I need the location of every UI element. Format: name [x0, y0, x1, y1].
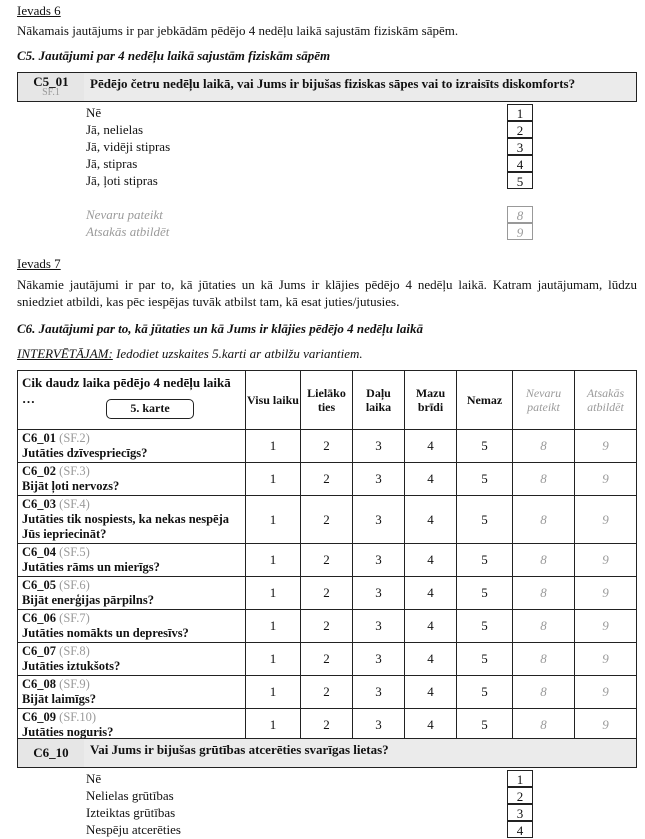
answer-cell[interactable]: 9 — [575, 610, 637, 643]
answer-option: Nē — [86, 771, 102, 786]
section-c6-title: C6. Jautājumi par to, kā jūtaties un kā Jums ir klājies pēdējo 4 nedēļu laikā — [17, 321, 423, 336]
answer-option: Jā, stipras — [86, 156, 138, 171]
section-c5-title: C5. Jautājumi par 4 nedēļu laikā sajustām fiziskām sāpēm — [17, 48, 331, 63]
row-sf-ref: (SF.6) — [59, 578, 90, 592]
row-sf-ref: (SF.2) — [59, 431, 90, 445]
row-sf-ref: (SF.5) — [59, 545, 90, 559]
answer-code-box[interactable]: 4 — [507, 821, 533, 838]
column-header: Daļu laika — [353, 371, 405, 430]
answer-cell[interactable]: 2 — [301, 676, 353, 709]
grid-row — [18, 430, 637, 463]
grid-row-label — [18, 577, 246, 610]
grid-row — [18, 643, 637, 676]
grid-row — [18, 544, 637, 577]
intro7-heading: Ievads 7 — [17, 256, 61, 271]
answer-cell[interactable]: 9 — [575, 463, 637, 496]
answer-cell[interactable]: 2 — [301, 463, 353, 496]
answer-cell[interactable]: 4 — [405, 544, 457, 577]
intro6-text: Nākamais jautājums ir par jebkādām pēdējo 4 nedēļu laikā sajustām fiziskām sāpēm. — [17, 23, 459, 38]
answer-cell[interactable]: 8 — [513, 643, 575, 676]
answer-cell[interactable]: 8 — [513, 463, 575, 496]
column-header: Mazu brīdi — [405, 371, 457, 430]
answer-code-box[interactable]: 3 — [507, 138, 533, 155]
answer-cell[interactable]: 8 — [513, 544, 575, 577]
question-sf-ref: SF.1 — [42, 87, 60, 98]
answer-code-box[interactable]: 1 — [507, 770, 533, 787]
answer-cell[interactable]: 5 — [457, 676, 513, 709]
answer-cell[interactable]: 4 — [405, 463, 457, 496]
question-text: Pēdējo četru nedēļu laikā, vai Jums ir bijušas fiziskas sāpes vai to izraisīts diskomforts? — [84, 73, 636, 101]
row-question-text: Bijāt ļoti nervozs? — [22, 479, 120, 493]
row-sf-ref: (SF.9) — [59, 677, 90, 691]
answer-cell[interactable]: 3 — [353, 676, 405, 709]
grid-row — [18, 610, 637, 643]
row-question-text: Bijāt enerģijas pārpilns? — [22, 593, 154, 607]
row-question-id: C6_06 — [22, 611, 57, 625]
answer-cell[interactable]: 2 — [301, 544, 353, 577]
answer-option-dont-know: Nevaru pateikt — [86, 207, 163, 222]
answer-cell[interactable]: 5 — [457, 430, 513, 463]
answer-cell[interactable]: 1 — [246, 709, 301, 742]
answer-option: Jā, vidēji stipras — [86, 139, 171, 154]
answer-cell[interactable]: 3 — [353, 709, 405, 742]
interviewer-note-label: INTERVĒTĀJAM: — [17, 346, 113, 361]
row-sf-ref: (SF.4) — [59, 497, 90, 511]
answer-cell[interactable]: 2 — [301, 577, 353, 610]
grid-row-label — [18, 463, 246, 496]
answer-option: Jā, ļoti stipras — [86, 173, 158, 188]
answer-cell[interactable]: 8 — [513, 676, 575, 709]
answer-cell[interactable]: 2 — [301, 430, 353, 463]
row-question-id: C6_02 — [22, 464, 57, 478]
answer-cell[interactable]: 1 — [246, 463, 301, 496]
answer-cell[interactable]: 1 — [246, 610, 301, 643]
row-question-id: C6_05 — [22, 578, 57, 592]
grid-row — [18, 709, 637, 742]
row-question-id: C6_03 — [22, 497, 57, 511]
answer-cell[interactable]: 3 — [353, 544, 405, 577]
answer-cell[interactable]: 5 — [457, 544, 513, 577]
row-sf-ref: (SF.3) — [59, 464, 90, 478]
answer-code-box[interactable]: 2 — [507, 121, 533, 138]
grid-row — [18, 577, 637, 610]
question-id-cell — [18, 73, 85, 101]
answer-cell[interactable]: 1 — [246, 430, 301, 463]
grid-row — [18, 463, 637, 496]
row-question-id: C6_09 — [22, 710, 57, 724]
question-id: C6_10 — [33, 745, 69, 760]
card-label: 5. karte — [106, 399, 194, 419]
answer-cell[interactable]: 4 — [405, 709, 457, 742]
grid-row — [18, 496, 637, 544]
answer-cell[interactable]: 3 — [353, 577, 405, 610]
grid-question-text: Cik daudz laika pēdējo 4 nedēļu laikā … — [22, 375, 231, 406]
row-question-id: C6_08 — [22, 677, 57, 691]
answer-cell[interactable]: 8 — [513, 496, 575, 544]
intro6-heading: Ievads 6 — [17, 3, 61, 18]
answer-cell[interactable]: 3 — [353, 430, 405, 463]
answer-option: Nē — [86, 105, 102, 120]
answer-code-box[interactable]: 4 — [507, 155, 533, 172]
answer-cell[interactable]: 3 — [353, 610, 405, 643]
row-question-text: Jutāties nomākts un depresīvs? — [22, 626, 189, 640]
grid-row — [18, 676, 637, 709]
intro7-text: Nākamie jautājumi ir par to, kā jūtaties un kā Jums ir klājies pēdējo 4 nedēļu laikā. Katram jautājumam, lūdzu sniedziet atbildi, kas pēc iespējas tuvāk atbilst tam, kā esat juties/jutusies. — [17, 277, 637, 309]
answer-code-box[interactable]: 8 — [507, 206, 533, 223]
row-question-id: C6_04 — [22, 545, 57, 559]
grid-row-label — [18, 610, 246, 643]
row-sf-ref: (SF.7) — [59, 611, 90, 625]
answer-cell[interactable]: 8 — [513, 430, 575, 463]
question-id-cell — [18, 739, 85, 767]
answer-cell[interactable]: 4 — [405, 430, 457, 463]
answer-cell[interactable]: 5 — [457, 610, 513, 643]
answer-cell[interactable]: 5 — [457, 496, 513, 544]
column-header: Atsakās atbildēt — [575, 371, 637, 430]
answer-cell[interactable]: 8 — [513, 709, 575, 742]
question-c6-10-box — [17, 738, 637, 768]
answer-option: Nelielas grūtības — [86, 788, 174, 803]
column-header: Visu laiku — [246, 371, 301, 430]
answer-code-box[interactable]: 9 — [507, 223, 533, 240]
answer-cell[interactable]: 3 — [353, 643, 405, 676]
answer-cell[interactable]: 4 — [405, 496, 457, 544]
answer-option: Izteiktas grūtības — [86, 805, 176, 820]
row-question-text: Bijāt laimīgs? — [22, 692, 96, 706]
answer-code-box[interactable]: 2 — [507, 787, 533, 804]
answer-cell[interactable]: 5 — [457, 577, 513, 610]
answer-cell[interactable]: 1 — [246, 496, 301, 544]
grid-row-label — [18, 430, 246, 463]
grid-row-label — [18, 544, 246, 577]
answer-cell[interactable]: 1 — [246, 577, 301, 610]
row-sf-ref: (SF.10) — [59, 710, 97, 724]
c6-grid-table — [17, 370, 637, 742]
answer-cell[interactable]: 9 — [575, 430, 637, 463]
interviewer-note-text: Iedodiet uzskaites 5.karti ar atbilžu variantiem. — [112, 346, 363, 361]
grid-row-label — [18, 709, 246, 742]
column-header: Lielāko ties — [301, 371, 353, 430]
answer-code-box[interactable]: 3 — [507, 804, 533, 821]
answer-cell[interactable]: 4 — [405, 577, 457, 610]
answer-cell[interactable]: 4 — [405, 676, 457, 709]
row-question-id: C6_01 — [22, 431, 57, 445]
question-id: C5_01 — [33, 74, 69, 89]
answer-cell[interactable]: 9 — [575, 496, 637, 544]
answer-cell[interactable]: 3 — [353, 463, 405, 496]
answer-cell[interactable]: 9 — [575, 709, 637, 742]
answer-option: Nespēju atcerēties — [86, 822, 181, 837]
answer-cell[interactable]: 1 — [246, 676, 301, 709]
answer-cell[interactable]: 9 — [575, 676, 637, 709]
answer-cell[interactable]: 9 — [575, 544, 637, 577]
interviewer-note — [17, 346, 363, 362]
answer-cell[interactable]: 8 — [513, 577, 575, 610]
row-question-text: Jutāties dzīvespriecīgs? — [22, 446, 148, 460]
answer-cell[interactable]: 2 — [301, 709, 353, 742]
row-question-text: Jutāties iztukšots? — [22, 659, 121, 673]
grid-question-header — [18, 371, 246, 430]
answer-cell[interactable]: 5 — [457, 463, 513, 496]
answer-cell[interactable]: 2 — [301, 643, 353, 676]
answer-cell[interactable]: 9 — [575, 577, 637, 610]
answer-cell[interactable]: 2 — [301, 610, 353, 643]
question-text: Vai Jums ir bijušas grūtības atcerēties svarīgas lietas? — [84, 739, 636, 767]
answer-cell[interactable]: 3 — [353, 496, 405, 544]
row-sf-ref: (SF.8) — [59, 644, 90, 658]
answer-cell[interactable]: 8 — [513, 610, 575, 643]
row-question-text: Jutāties rāms un mierīgs? — [22, 560, 160, 574]
answer-cell[interactable]: 9 — [575, 643, 637, 676]
answer-cell[interactable]: 5 — [457, 709, 513, 742]
grid-row-label — [18, 496, 246, 544]
row-question-id: C6_07 — [22, 644, 57, 658]
answer-cell[interactable]: 4 — [405, 643, 457, 676]
row-question-text: Jutāties tik nospiests, ka nekas nespēja Jūs iepriecināt? — [22, 512, 229, 541]
question-c5-01-box — [17, 72, 637, 102]
column-header: Nevaru pateikt — [513, 371, 575, 430]
column-header: Nemaz — [457, 371, 513, 430]
answer-code-box[interactable]: 5 — [507, 172, 533, 189]
answer-cell[interactable]: 1 — [246, 544, 301, 577]
grid-row-label — [18, 643, 246, 676]
answer-cell[interactable]: 5 — [457, 643, 513, 676]
answer-option: Jā, nelielas — [86, 122, 144, 137]
grid-row-label — [18, 676, 246, 709]
grid-header-row — [18, 371, 637, 430]
row-question-text: Jutāties noguris? — [22, 725, 114, 739]
answer-option-refuses: Atsakās atbildēt — [86, 224, 170, 239]
answer-cell[interactable]: 1 — [246, 643, 301, 676]
answer-cell[interactable]: 2 — [301, 496, 353, 544]
answer-cell[interactable]: 4 — [405, 610, 457, 643]
answer-code-box[interactable]: 1 — [507, 104, 533, 121]
